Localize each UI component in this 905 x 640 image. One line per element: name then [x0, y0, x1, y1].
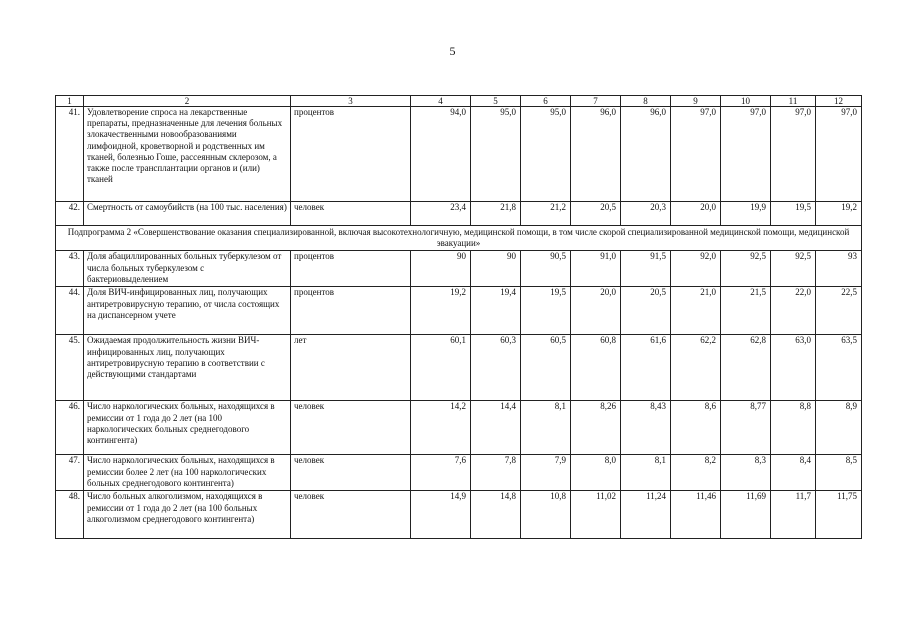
value-cell: 60,5: [521, 335, 571, 401]
value-cell: 8,1: [621, 455, 671, 491]
row-number: 47.: [56, 455, 84, 491]
row-number: 41.: [56, 107, 84, 202]
value-cell: 20,0: [671, 202, 721, 226]
table-row: [56, 491, 862, 539]
value-cell: 8,43: [621, 401, 671, 455]
indicators-table: [55, 95, 862, 539]
value-cell: 21,5: [721, 287, 771, 335]
value-cell: 97,0: [771, 107, 816, 202]
value-cell: 61,6: [621, 335, 671, 401]
value-cell: 19,2: [816, 202, 862, 226]
column-number: 11: [771, 96, 816, 107]
value-cell: 97,0: [721, 107, 771, 202]
value-cell: 63,0: [771, 335, 816, 401]
value-cell: 8,5: [816, 455, 862, 491]
column-number: 10: [721, 96, 771, 107]
value-cell: 96,0: [571, 107, 621, 202]
value-cell: 11,02: [571, 491, 621, 539]
row-number: 44.: [56, 287, 84, 335]
table-row: [56, 107, 862, 202]
value-cell: 22,0: [771, 287, 816, 335]
value-cell: 95,0: [471, 107, 521, 202]
indicator-name: Удовлетворение спроса на лекарственные препараты, предназначенные для лечения больных злокачественными новообразованиями лимфоидной, кроветворной и родственных им тканей, болезнью Гоше, рассеянным склерозом, а также после трансплантации органов и (или) тканей: [84, 107, 291, 202]
indicator-name: Смертность от самоубийств (на 100 тыс. населения): [84, 202, 291, 226]
unit-cell: процентов: [291, 107, 411, 202]
column-number: 2: [84, 96, 291, 107]
value-cell: 60,3: [471, 335, 521, 401]
value-cell: 93: [816, 251, 862, 287]
indicator-name: Доля ВИЧ-инфицированных лиц, получающих антиретровирусную терапию, от числа состоящих на диспансерном учете: [84, 287, 291, 335]
value-cell: 11,46: [671, 491, 721, 539]
column-number: 9: [671, 96, 721, 107]
value-cell: 8,6: [671, 401, 721, 455]
column-number: 8: [621, 96, 671, 107]
value-cell: 96,0: [621, 107, 671, 202]
row-number: 43.: [56, 251, 84, 287]
value-cell: 10,8: [521, 491, 571, 539]
value-cell: 19,4: [471, 287, 521, 335]
value-cell: 8,26: [571, 401, 621, 455]
value-cell: 8,1: [521, 401, 571, 455]
value-cell: 14,2: [411, 401, 471, 455]
value-cell: 62,2: [671, 335, 721, 401]
value-cell: 8,4: [771, 455, 816, 491]
value-cell: 60,1: [411, 335, 471, 401]
value-cell: 21,8: [471, 202, 521, 226]
column-number: 7: [571, 96, 621, 107]
column-number: 3: [291, 96, 411, 107]
indicator-name: Доля абациллированных больных туберкулезом от числа больных туберкулезом с бактериовыделением: [84, 251, 291, 287]
table-row: [56, 287, 862, 335]
value-cell: 20,0: [571, 287, 621, 335]
value-cell: 97,0: [671, 107, 721, 202]
table-row: [56, 335, 862, 401]
row-number: 46.: [56, 401, 84, 455]
value-cell: 19,2: [411, 287, 471, 335]
value-cell: 91,0: [571, 251, 621, 287]
value-cell: 92,5: [721, 251, 771, 287]
value-cell: 7,8: [471, 455, 521, 491]
value-cell: 23,4: [411, 202, 471, 226]
value-cell: 8,9: [816, 401, 862, 455]
value-cell: 92,5: [771, 251, 816, 287]
unit-cell: лет: [291, 335, 411, 401]
indicator-name: Число наркологических больных, находящихся в ремиссии от 1 года до 2 лет (на 100 наркологических больных среднегодового контингента): [84, 401, 291, 455]
unit-cell: процентов: [291, 287, 411, 335]
column-number: 1: [56, 96, 84, 107]
table-row: [56, 401, 862, 455]
value-cell: 8,0: [571, 455, 621, 491]
unit-cell: человек: [291, 202, 411, 226]
column-number: 12: [816, 96, 862, 107]
value-cell: 11,69: [721, 491, 771, 539]
value-cell: 21,2: [521, 202, 571, 226]
unit-cell: процентов: [291, 251, 411, 287]
unit-cell: человек: [291, 455, 411, 491]
value-cell: 19,5: [771, 202, 816, 226]
column-number: 5: [471, 96, 521, 107]
value-cell: 90: [411, 251, 471, 287]
value-cell: 20,3: [621, 202, 671, 226]
value-cell: 11,75: [816, 491, 862, 539]
value-cell: 94,0: [411, 107, 471, 202]
table-row: [56, 202, 862, 226]
indicator-name: Число больных алкоголизмом, находящихся в ремиссии от 1 года до 2 лет (на 100 больных алкоголизмом среднегодового контингента): [84, 491, 291, 539]
value-cell: 90,5: [521, 251, 571, 287]
value-cell: 95,0: [521, 107, 571, 202]
value-cell: 21,0: [671, 287, 721, 335]
value-cell: 11,24: [621, 491, 671, 539]
value-cell: 8,8: [771, 401, 816, 455]
value-cell: 20,5: [621, 287, 671, 335]
value-cell: 7,6: [411, 455, 471, 491]
column-number: 4: [411, 96, 471, 107]
value-cell: 90: [471, 251, 521, 287]
value-cell: 92,0: [671, 251, 721, 287]
value-cell: 22,5: [816, 287, 862, 335]
table-row: [56, 455, 862, 491]
value-cell: 14,4: [471, 401, 521, 455]
value-cell: 91,5: [621, 251, 671, 287]
value-cell: 8,3: [721, 455, 771, 491]
indicator-name: Число наркологических больных, находящихся в ремиссии более 2 лет (на 100 наркологических больных среднегодового контингента): [84, 455, 291, 491]
value-cell: 7,9: [521, 455, 571, 491]
value-cell: 62,8: [721, 335, 771, 401]
value-cell: 14,8: [471, 491, 521, 539]
row-number: 42.: [56, 202, 84, 226]
value-cell: 19,9: [721, 202, 771, 226]
value-cell: 8,77: [721, 401, 771, 455]
unit-cell: человек: [291, 491, 411, 539]
subprogram-row: [56, 226, 862, 251]
value-cell: 60,8: [571, 335, 621, 401]
page-number: 5: [449, 44, 456, 58]
header-row: [56, 96, 862, 107]
unit-cell: человек: [291, 401, 411, 455]
subprogram-title: Подпрограмма 2 «Совершенствование оказания специализированной, включая высокотехнологичную, медицинской помощи, в том числе скорой специализированной медицинской помощи, медицинской эвакуации»: [56, 226, 862, 251]
indicator-name: Ожидаемая продолжительность жизни ВИЧ-инфицированных лиц, получающих антиретровирусную терапию в соответствии с действующими стандартами: [84, 335, 291, 401]
column-number: 6: [521, 96, 571, 107]
row-number: 48.: [56, 491, 84, 539]
row-number: 45.: [56, 335, 84, 401]
value-cell: 11,7: [771, 491, 816, 539]
value-cell: 20,5: [571, 202, 621, 226]
value-cell: 19,5: [521, 287, 571, 335]
value-cell: 14,9: [411, 491, 471, 539]
value-cell: 97,0: [816, 107, 862, 202]
value-cell: 8,2: [671, 455, 721, 491]
table-row: [56, 251, 862, 287]
value-cell: 63,5: [816, 335, 862, 401]
